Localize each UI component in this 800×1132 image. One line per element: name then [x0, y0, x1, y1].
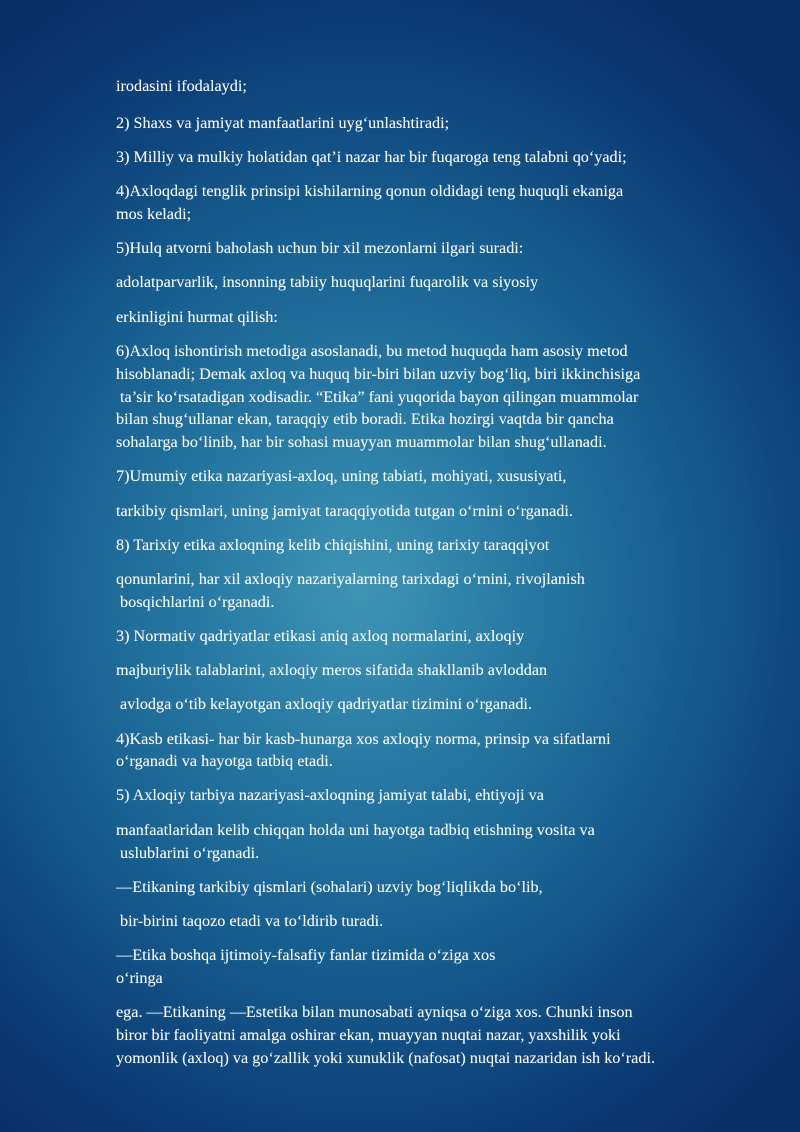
text-line: 3) Normativ qadriyatlar etikasi aniq axloq normalarini, axloqiy [116, 627, 525, 645]
text-line: erkinligini hurmat qilish: [116, 308, 278, 326]
text-line: sohalarga bo‘linib, har bir sohasi muayyan muammolar bilan shug‘ullanadi. [116, 433, 607, 451]
text-line: 2) Shaxs va jamiyat manfaatlarini uyg‘unlashtiradi; [116, 114, 450, 132]
text-line: bir-birini taqozo etadi va to‘ldirib turadi. [116, 912, 384, 930]
text-line: adolatparvarlik, insonning tabiiy huquqlarini fuqarolik va siyosiy [116, 273, 539, 291]
text-line: 6)Axloq ishontirish metodiga asoslanadi, bu metod huquqda ham asosiy metod [116, 342, 628, 360]
text-line: ―Etikaning tarkibiy qismlari (sohalari) uzviy bog‘liqlikda bo‘lib, [116, 878, 543, 896]
text-line: 4)Axloqdagi tenglik prinsipi kishilarning qonun oldidagi teng huquqli ekaniga [116, 182, 624, 200]
text-line: tarkibiy qismlari, uning jamiyat taraqqiyotida tutgan o‘rnini o‘rganadi. [116, 502, 573, 520]
text-line: 4)Kasb etikasi- har bir kasb-hunarga xos axloqiy norma, prinsip va sifatlarni [116, 730, 611, 748]
text-line: irodasini ifodalaydi; [116, 77, 247, 95]
text-line: ta’sir ko‘rsatadigan xodisadir. “Etika” fani yuqorida bayon qilingan muammolar [116, 388, 639, 406]
text-line: bosqichlarini o‘rganadi. [116, 593, 275, 611]
text-line: 3) Milliy va mulkiy holatidan qat’i nazar har bir fuqaroga teng talabni qo‘yadi; [116, 148, 627, 166]
text-line: qonunlarini, har xil axloqiy nazariyalarning tarixdagi o‘rnini, rivojlanish [116, 570, 585, 588]
text-line: yomonlik (axloq) va go‘zallik yoki xunuklik (nafosat) nuqtai nazaridan ish ko‘radi. [116, 1049, 655, 1067]
text-line: manfaatlaridan kelib chiqqan holda uni hayotga tadbiq etishning vosita va [116, 821, 595, 839]
text-line: biror bir faoliyatni amalga oshirar ekan, muayyan nuqtai nazar, yaxshilik yoki [116, 1026, 621, 1044]
text-line: mos keladi; [116, 205, 192, 223]
text-line: uslublarini o‘rganadi. [116, 844, 260, 862]
text-line: hisoblanadi; Demak axloq va huquq bir-biri bilan uzviy bog‘liq, biri ikkinchisiga [116, 365, 641, 383]
text-line: 8) Tarixiy etika axloqning kelib chiqishini, uning tarixiy taraqqiyot [116, 536, 550, 554]
text-line: 7)Umumiy etika nazariyasi-axloq, uning tabiati, mohiyati, xususiyati, [116, 467, 567, 485]
text-line: o‘ringa [116, 969, 163, 987]
text-line: ―Etika boshqa ijtimoiy-falsafiy fanlar tizimida o‘ziga xos [116, 946, 496, 964]
text-line: o‘rganadi va hayotga tatbiq etadi. [116, 752, 333, 770]
text-line: avlodga o‘tib kelayotgan axloqiy qadriyatlar tizimini o‘rganadi. [116, 695, 532, 713]
text-line: majburiylik talablarini, axloqiy meros sifatida shakllanib avloddan [116, 661, 548, 679]
text-line: ega. ―Etikaning ―Estetika bilan munosabati ayniqsa o‘ziga xos. Chunki inson [116, 1003, 633, 1021]
text-line: 5)Hulq atvorni baholash uchun bir xil mezonlarni ilgari suradi: [116, 239, 524, 257]
text-line: 5) Axloqiy tarbiya nazariyasi-axloqning jamiyat talabi, ehtiyoji va [116, 786, 544, 804]
text-line: bilan shug‘ullanar ekan, taraqqiy etib boradi. Etika hozirgi vaqtda bir qancha [116, 410, 614, 428]
